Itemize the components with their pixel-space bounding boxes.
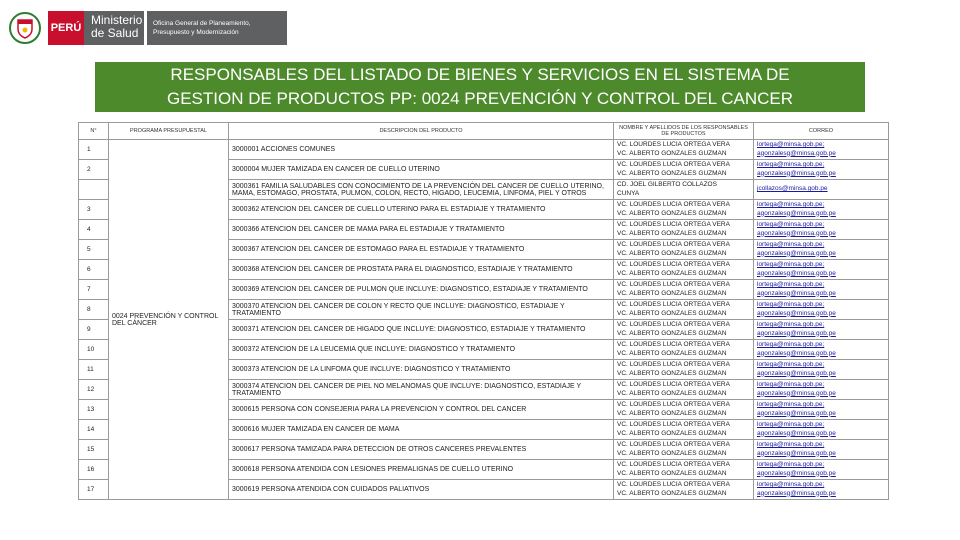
responsible-names: VC. LOURDES LUCIA ORTEGA VERA VC. ALBERTO GONZALES GUZMAN: [614, 280, 754, 300]
responsible-names: VC. LOURDES LUCIA ORTEGA VERA VC. ALBERTO GONZALES GUZMAN: [614, 400, 754, 420]
row-number: 12: [79, 380, 109, 400]
responsible-names: VC. LOURDES LUCIA ORTEGA VERA VC. ALBERTO GONZALES GUZMAN: [614, 240, 754, 260]
row-number: 6: [79, 260, 109, 280]
responsible-names: VC. LOURDES LUCIA ORTEGA VERA VC. ALBERTO GONZALES GUZMAN: [614, 300, 754, 320]
email-addresses: lortega@minsa.gob.pe; agonzalesg@minsa.gob.pe: [754, 360, 889, 380]
product-description: 3000368 ATENCION DEL CANCER DE PROSTATA PARA EL DIAGNOSTICO, ESTADIAJE Y TRATAMIENTO: [229, 260, 614, 280]
row-number: 4: [79, 220, 109, 240]
email-addresses: jcollazos@minsa.gob.pe: [754, 180, 889, 200]
responsible-names: VC. LOURDES LUCIA ORTEGA VERA VC. ALBERTO GONZALES GUZMAN: [614, 340, 754, 360]
product-description: 3000001 ACCIONES COMUNES: [229, 140, 614, 160]
row-number: 7: [79, 280, 109, 300]
email-addresses: lortega@minsa.gob.pe; agonzalesg@minsa.gob.pe: [754, 420, 889, 440]
product-description: 3000373 ATENCION DE LA LINFOMA QUE INCLUYE: DIAGNOSTICO Y TRATAMIENTO: [229, 360, 614, 380]
row-number: 13: [79, 400, 109, 420]
title-banner: [95, 62, 865, 112]
peru-label: PERÚ: [48, 11, 84, 45]
row-number: 8: [79, 300, 109, 320]
minsa-logo: [8, 10, 290, 46]
responsible-names: VC. LOURDES LUCIA ORTEGA VERA VC. ALBERTO GONZALES GUZMAN: [614, 440, 754, 460]
email-addresses: lortega@minsa.gob.pe; agonzalesg@minsa.gob.pe: [754, 220, 889, 240]
row-number: 10: [79, 340, 109, 360]
product-description: 3000370 ATENCION DEL CANCER DE COLON Y RECTO QUE INCLUYE: DIAGNOSTICO, ESTADIAJE Y TRATAMIENTO: [229, 300, 614, 320]
ministry-name: Ministerio de Salud: [84, 11, 144, 45]
product-description: 3000367 ATENCION DEL CANCER DE ESTOMAGO PARA EL ESTADIAJE Y TRATAMIENTO: [229, 240, 614, 260]
row-number: 5: [79, 240, 109, 260]
email-addresses: lortega@minsa.gob.pe; agonzalesg@minsa.gob.pe: [754, 280, 889, 300]
responsible-names: VC. LOURDES LUCIA ORTEGA VERA VC. ALBERTO GONZALES GUZMAN: [614, 220, 754, 240]
responsible-names: VC. LOURDES LUCIA ORTEGA VERA VC. ALBERTO GONZALES GUZMAN: [614, 320, 754, 340]
responsible-names: VC. LOURDES LUCIA ORTEGA VERA VC. ALBERTO GONZALES GUZMAN: [614, 140, 754, 160]
product-description: 3000615 PERSONA CON CONSEJERIA PARA LA PREVENCION Y CONTROL DEL CANCER: [229, 400, 614, 420]
header-program: PROGRAMA PRESUPUESTAL: [109, 123, 229, 140]
email-addresses: lortega@minsa.gob.pe; agonzalesg@minsa.gob.pe: [754, 320, 889, 340]
row-number: 14: [79, 420, 109, 440]
header-responsible: NOMBRE Y APELLIDOS DE LOS RESPONSABLES DE PRODUCTOS: [614, 123, 754, 140]
row-number: 9: [79, 320, 109, 340]
email-addresses: lortega@minsa.gob.pe; agonzalesg@minsa.gob.pe: [754, 160, 889, 180]
table-row: [79, 140, 889, 160]
row-number: 16: [79, 460, 109, 480]
email-addresses: lortega@minsa.gob.pe; agonzalesg@minsa.gob.pe: [754, 240, 889, 260]
email-addresses: lortega@minsa.gob.pe; agonzalesg@minsa.gob.pe: [754, 260, 889, 280]
responsible-names: VC. LOURDES LUCIA ORTEGA VERA VC. ALBERTO GONZALES GUZMAN: [614, 380, 754, 400]
responsible-names: CD. JOEL GILBERTO COLLAZOS CUNYA: [614, 180, 754, 200]
product-description: 3000004 MUJER TAMIZADA EN CANCER DE CUELLO UTERINO: [229, 160, 614, 180]
responsibles-table: [78, 122, 889, 500]
row-number: 2: [79, 160, 109, 180]
row-number: 1: [79, 140, 109, 160]
row-number: 3: [79, 200, 109, 220]
header-product: DESCRIPCION DEL PRODUCTO: [229, 123, 614, 140]
program-cell: 0024 PREVENCIÓN Y CONTROL DEL CÁNCER: [109, 140, 229, 500]
office-name: Oficina General de Planeamiento, Presupuesto y Modernización: [147, 11, 287, 45]
responsibles-table-image: [78, 122, 888, 530]
responsible-names: VC. LOURDES LUCIA ORTEGA VERA VC. ALBERTO GONZALES GUZMAN: [614, 460, 754, 480]
email-addresses: lortega@minsa.gob.pe; agonzalesg@minsa.gob.pe: [754, 400, 889, 420]
row-number: 15: [79, 440, 109, 460]
product-description: 3000362 ATENCION DEL CANCER DE CUELLO UTERINO PARA EL ESTADIAJE Y TRATAMIENTO: [229, 200, 614, 220]
row-number: 11: [79, 360, 109, 380]
header-num: N°: [79, 123, 109, 140]
product-description: 3000366 ATENCION DEL CANCER DE MAMA PARA EL ESTADIAJE Y TRATAMIENTO: [229, 220, 614, 240]
email-addresses: lortega@minsa.gob.pe; agonzalesg@minsa.gob.pe: [754, 460, 889, 480]
product-description: 3000616 MUJER TAMIZADA EN CANCER DE MAMA: [229, 420, 614, 440]
row-number: [79, 180, 109, 200]
header-email: CORREO: [754, 123, 889, 140]
product-description: 3000361 FAMILIA SALUDABLES CON CONOCIMIENTO DE LA PREVENCIÓN DEL CANCER DE CUELLO UTERINO, MAMA, ESTOMAGO, PROSTATA, PULMON, COLON, RECTO, HIGADO, LEUCEMIA, LINFOMA, PIEL Y OTROS: [229, 180, 614, 200]
product-description: 3000374 ATENCION DEL CANCER DE PIEL NO MELANOMAS QUE INCLUYE: DIAGNOSTICO, ESTADIAJE Y TRATAMIENTO: [229, 380, 614, 400]
email-addresses: lortega@minsa.gob.pe; agonzalesg@minsa.gob.pe: [754, 440, 889, 460]
email-addresses: lortega@minsa.gob.pe; agonzalesg@minsa.gob.pe: [754, 200, 889, 220]
responsible-names: VC. LOURDES LUCIA ORTEGA VERA VC. ALBERTO GONZALES GUZMAN: [614, 360, 754, 380]
email-addresses: lortega@minsa.gob.pe; agonzalesg@minsa.gob.pe: [754, 340, 889, 360]
email-addresses: lortega@minsa.gob.pe; agonzalesg@minsa.gob.pe: [754, 480, 889, 500]
email-addresses: lortega@minsa.gob.pe; agonzalesg@minsa.gob.pe: [754, 300, 889, 320]
responsible-names: VC. LOURDES LUCIA ORTEGA VERA VC. ALBERTO GONZALES GUZMAN: [614, 480, 754, 500]
table-header-row: [79, 123, 889, 140]
coat-of-arms-icon: [8, 11, 42, 45]
product-description: 3000371 ATENCION DEL CANCER DE HIGADO QUE INCLUYE: DIAGNOSTICO, ESTADIAJE Y TRATAMIENTO: [229, 320, 614, 340]
product-description: 3000372 ATENCION DE LA LEUCEMIA QUE INCLUYE: DIAGNOSTICO Y TRATAMIENTO: [229, 340, 614, 360]
email-addresses: lortega@minsa.gob.pe; agonzalesg@minsa.gob.pe: [754, 380, 889, 400]
responsible-names: VC. LOURDES LUCIA ORTEGA VERA VC. ALBERTO GONZALES GUZMAN: [614, 420, 754, 440]
product-description: 3000369 ATENCION DEL CANCER DE PULMON QUE INCLUYE: DIAGNOSTICO, ESTADIAJE Y TRATAMIENTO: [229, 280, 614, 300]
product-description: 3000617 PERSONA TAMIZADA PARA DETECCION DE OTROS CANCERES PREVALENTES: [229, 440, 614, 460]
email-addresses: lortega@minsa.gob.pe; agonzalesg@minsa.gob.pe: [754, 140, 889, 160]
title-line-1: RESPONSABLES DEL LISTADO DE BIENES Y SERVICIOS EN EL SISTEMA DE: [170, 65, 790, 84]
title-line-2: GESTION DE PRODUCTOS PP: 0024 PREVENCIÓN Y CONTROL DEL CANCER: [166, 89, 793, 108]
responsible-names: VC. LOURDES LUCIA ORTEGA VERA VC. ALBERTO GONZALES GUZMAN: [614, 260, 754, 280]
product-description: 3000619 PERSONA ATENDIDA CON CUIDADOS PALIATIVOS: [229, 480, 614, 500]
responsible-names: VC. LOURDES LUCIA ORTEGA VERA VC. ALBERTO GONZALES GUZMAN: [614, 160, 754, 180]
responsible-names: VC. LOURDES LUCIA ORTEGA VERA VC. ALBERTO GONZALES GUZMAN: [614, 200, 754, 220]
row-number: 17: [79, 480, 109, 500]
product-description: 3000618 PERSONA ATENDIDA CON LESIONES PREMALIGNAS DE CUELLO UTERINO: [229, 460, 614, 480]
